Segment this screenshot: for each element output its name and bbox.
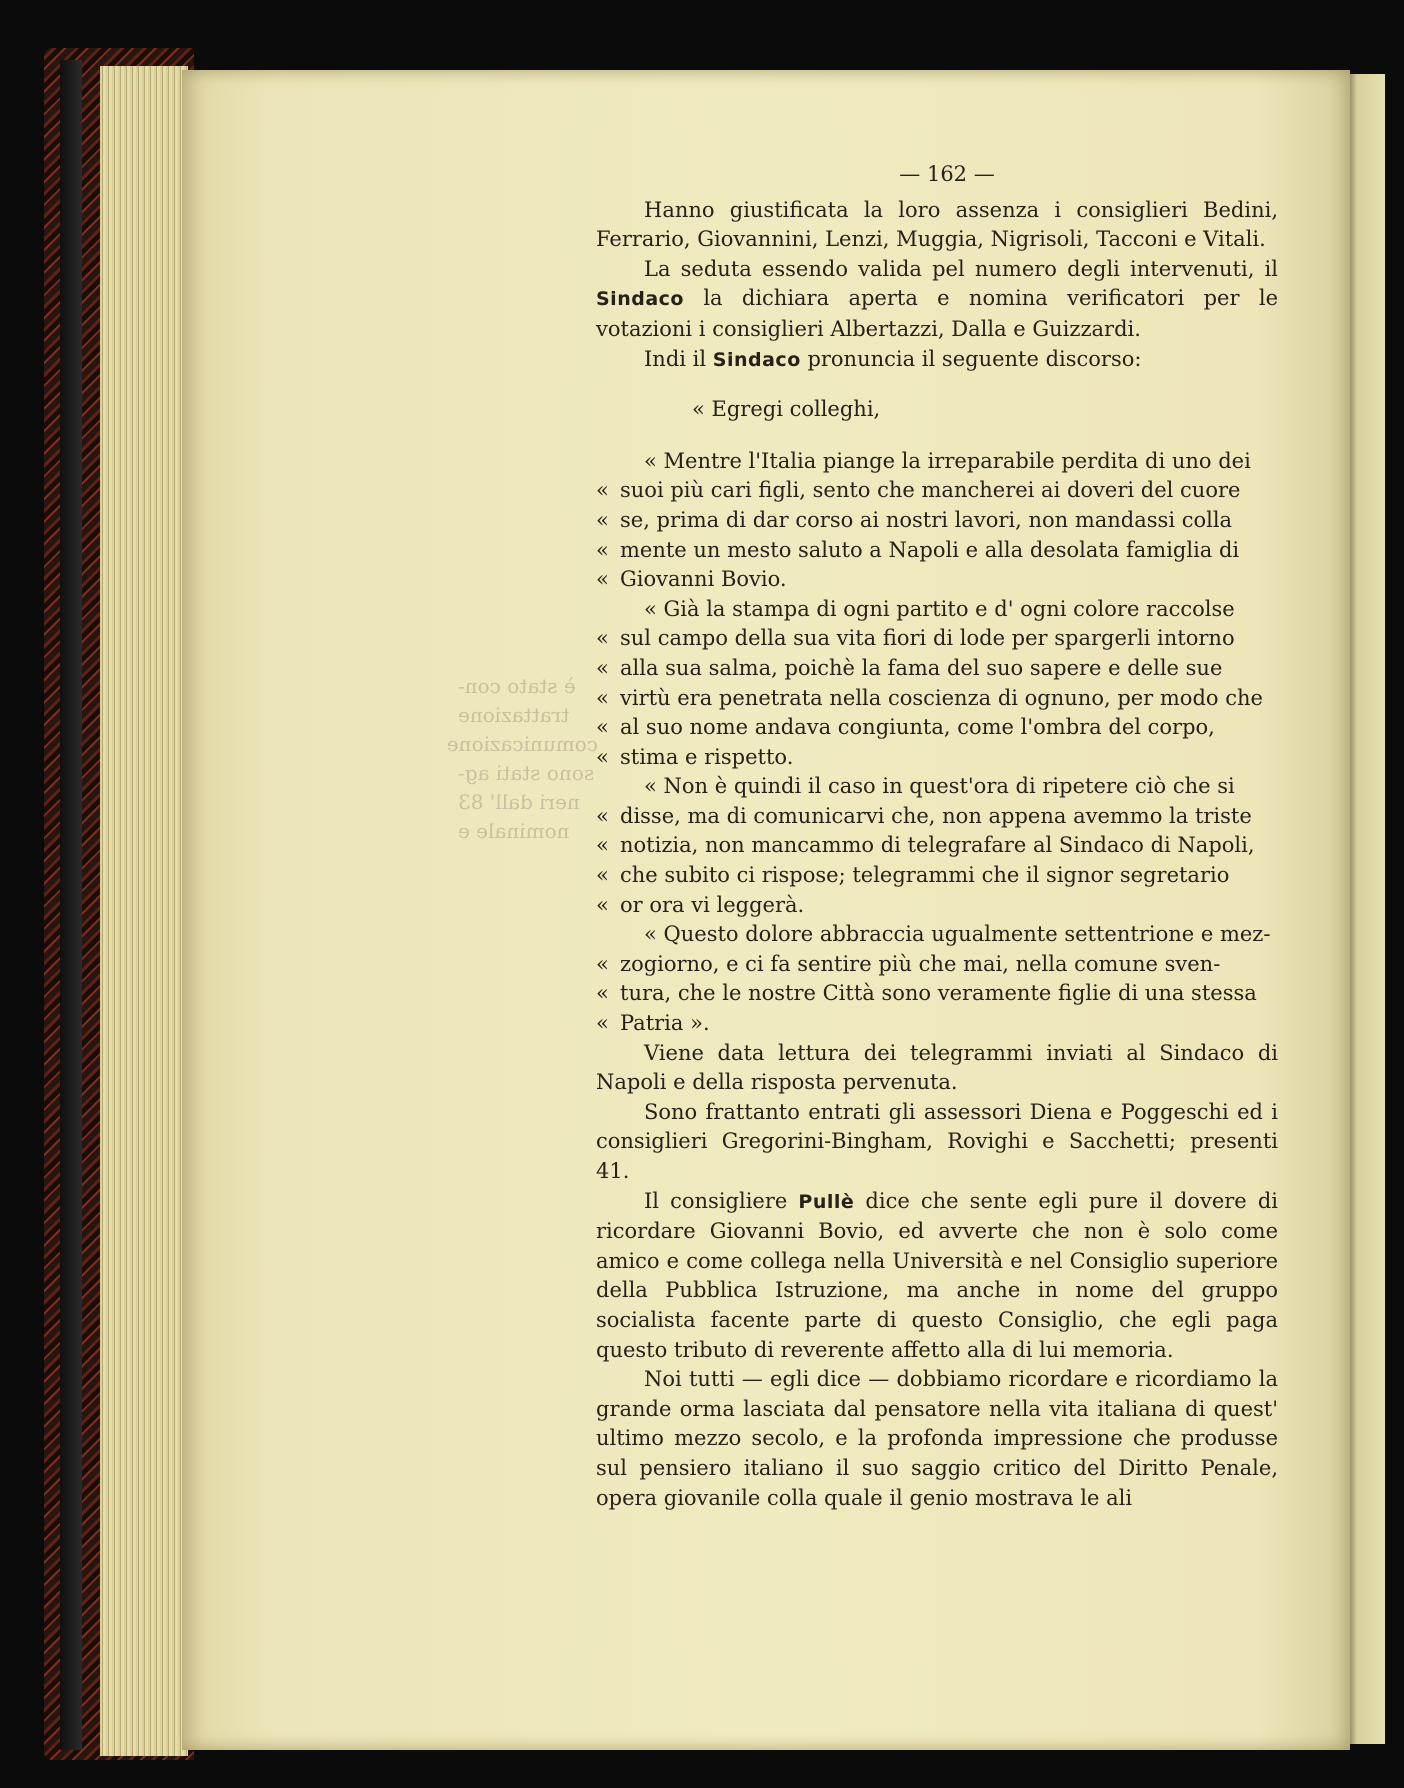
paragraph-session-open: La seduta essendo valida pel numero degli intervenuti, il Sindaco la dichiara aperta e nomina verificatori per le votazioni i consiglieri Albertazzi, Dalla e Guizzardi. (596, 256, 1278, 341)
speech-line: « Questo dolore abbraccia ugualmente settentrione e mez- (644, 922, 1271, 947)
speech-text (596, 447, 1278, 1039)
speech-line: « mente un mesto saluto a Napoli e alla desolata famiglia di (596, 536, 1278, 566)
page-text (596, 160, 1278, 1513)
paragraph-speech-intro: Indi il Sindaco pronuncia il seguente discorso: (644, 346, 1142, 371)
page-number: — 162 — (899, 162, 995, 186)
speech-salutation: « Egregi colleghi, (692, 397, 881, 422)
page-edges (100, 66, 188, 1756)
facing-page-edge (1345, 74, 1385, 1744)
speech-line: « or ora vi leggerà. (596, 891, 1278, 921)
speech-line: « se, prima di dar corso ai nostri lavori, non mandassi colla (596, 506, 1278, 536)
speech-line: « suoi più cari figli, sento che mancherei ai doveri del cuore (596, 476, 1278, 506)
speech-line: « che subito ci rispose; telegrammi che il signor segretario (596, 861, 1278, 891)
bleed-through-text: è stato con- trattazione comunicazione sono stati ag- neri dall' 83 nominale e (446, 674, 598, 843)
book-spine (60, 60, 82, 1750)
speech-line: « zogiorno, e ci fa sentire più che mai, nella comune sven- (596, 950, 1278, 980)
speech-line: « disse, ma di comunicarvi che, non appena avemmo la triste (596, 802, 1278, 832)
speech-line: « Mentre l'Italia piange la irreparabile perdita di uno dei (644, 448, 1251, 473)
speech-line: « sul campo della sua vita fiori di lode per spargerli intorno (596, 624, 1278, 654)
speech-line: « alla sua salma, poichè la fama del suo sapere e delle sue (596, 654, 1278, 684)
speech-line: « tura, che le nostre Città sono veramente figlie di una stessa (596, 979, 1278, 1009)
speech-line: « Non è quindi il caso in quest'ora di ripetere ciò che si (644, 774, 1235, 799)
speech-line: « virtù era penetrata nella coscienza di ognuno, per modo che (596, 684, 1278, 714)
speech-line: « Già la stampa di ogni partito e d' ogni colore raccolse (644, 596, 1235, 621)
speech-line: « al suo nome andava congiunta, come l'ombra del corpo, (596, 713, 1278, 743)
paragraph-telegrams: Viene data lettura dei telegrammi inviati al Sindaco di Napoli e della risposta pervenuta. (596, 1040, 1278, 1095)
speech-line: « stima e rispetto. (596, 743, 1278, 773)
speech-line: « Patria ». (596, 1009, 1278, 1039)
speech-line: « Giovanni Bovio. (596, 565, 1278, 595)
paragraph-attendance: Sono frattanto entrati gli assessori Diena e Poggeschi ed i consiglieri Gregorini-Bingham, Rovighi e Sacchetti; presenti 41. (596, 1099, 1278, 1183)
paragraph-absences: Hanno giustificata la loro assenza i consiglieri Bedini, Ferrario, Giovannini, Lenzi, Muggia, Nigrisoli, Tacconi e Vitali. (596, 197, 1278, 252)
paragraph-pulle: Il consigliere Pullè dice che sente egli pure il dovere di ricordare Giovanni Bovio, ed avverte che non è solo come amico e come collega nella Università e nel Consiglio superiore della Pubblica Istruzione, ma anche in nome del gruppo socialista facente parte di questo Consiglio, che egli paga questo tributo di reverente affetto alla di lui memoria. (596, 1188, 1278, 1362)
paragraph-tribute: Noi tutti — egli dice — dobbiamo ricordare e ricordiamo la grande orma lasciata dal pensatore nella vita italiana di quest' ultimo mezzo secolo, e la profonda impressione che produsse sul pensiero italiano il suo saggio critico del Diritto Penale, opera giovanile colla quale il genio mostrava le ali (596, 1367, 1278, 1510)
speech-line: « notizia, non mancammo di telegrafare al Sindaco di Napoli, (596, 831, 1278, 861)
